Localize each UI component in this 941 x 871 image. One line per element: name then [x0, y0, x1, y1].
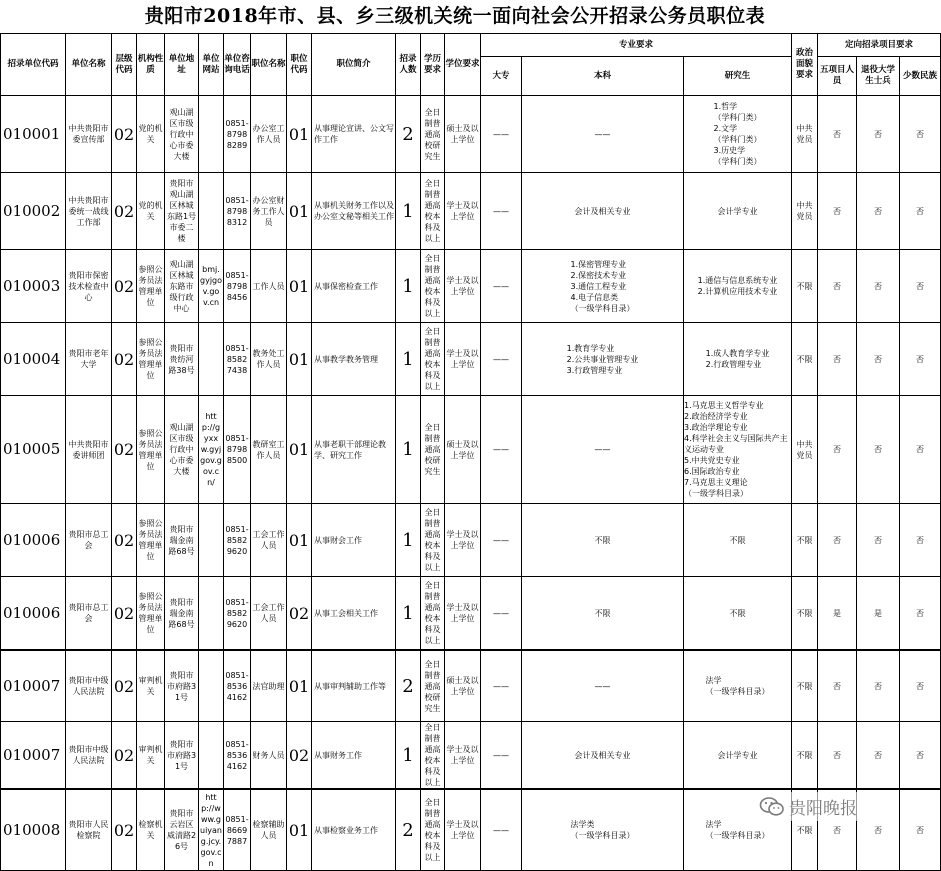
political-cell: 中共党员 — [792, 173, 818, 250]
table-row — [1, 250, 941, 323]
org-type-cell: 参照公务员法管理单位 — [137, 323, 165, 396]
directed-minority-cell: 否 — [900, 789, 941, 871]
header-address: 单位地址 — [165, 34, 199, 96]
address-cell: 贵阳市观山湖区林城东路1号市委二楼 — [165, 173, 199, 250]
major-bachelor-text: 1.保密管理专业 2.保密技术专业 3.通信工程专业 4.电子信息类 （一级学科目录） — [570, 259, 635, 313]
code-cell: 010006 — [1, 577, 66, 651]
major-grad-text: 不限 — [729, 535, 746, 545]
count-cell: 2 — [396, 96, 421, 173]
header-job-code: 职位代码 — [287, 34, 312, 96]
major-college-cell: —— — [481, 250, 522, 323]
major-bachelor-text: 不限 — [594, 608, 611, 618]
major-bachelor-cell — [522, 250, 684, 323]
edu-cell: 全日制普通高校本科及以上 — [421, 250, 445, 323]
table-row — [1, 577, 941, 651]
political-cell: 中共党员 — [792, 96, 818, 173]
major-college-cell: —— — [481, 323, 522, 396]
table-row — [1, 96, 941, 173]
job-name-cell: 工会工作人员 — [251, 504, 287, 577]
header-org-type: 机构性质 — [137, 34, 165, 96]
major-college-cell: —— — [481, 173, 522, 250]
directed-five-cell: 否 — [818, 323, 857, 396]
code-cell: 010008 — [1, 789, 66, 871]
major-grad-text: 1.通信与信息系统专业 2.计算机应用技术专业 — [697, 276, 778, 296]
job-name-cell: 教研室工作人员 — [251, 396, 287, 504]
address-cell: 贵阳市瑞金南路68号 — [165, 504, 199, 577]
code-cell: 010001 — [1, 96, 66, 173]
directed-veteran-cell: 否 — [857, 789, 900, 871]
org-type-cell: 检察机关 — [137, 789, 165, 871]
job-desc-cell: 从事检察业务工作 — [312, 789, 396, 871]
major-bachelor-text: 1.教育学专业 2.公共事业管理专业 3.行政管理专业 — [566, 343, 639, 375]
address-cell: 贵阳市贵纺河路38号 — [165, 323, 199, 396]
directed-minority-cell: 否 — [900, 323, 941, 396]
major-grad-cell — [684, 504, 792, 577]
political-cell: 不限 — [792, 577, 818, 651]
code-cell: 010003 — [1, 250, 66, 323]
degree-cell: 学士及以上学位 — [445, 250, 481, 323]
table-row — [1, 173, 941, 250]
code-cell: 010006 — [1, 504, 66, 577]
job-code-cell: 01 — [287, 504, 312, 577]
phone-cell: 0851-85827438 — [224, 323, 251, 396]
major-grad-cell — [684, 96, 792, 173]
major-bachelor-cell — [522, 722, 684, 790]
unit-name-cell: 贵阳市总工会 — [66, 577, 112, 651]
count-cell: 1 — [396, 722, 421, 790]
org-type-cell: 审判机关 — [137, 722, 165, 790]
major-bachelor-cell — [522, 504, 684, 577]
header-major-bachelor: 本科 — [522, 57, 684, 96]
major-college-cell: —— — [481, 722, 522, 790]
job-desc-cell: 从事机关财务工作以及办公室文秘等相关工作 — [312, 173, 396, 250]
job-desc-cell: 从事理论宣讲、公文写作工作 — [312, 96, 396, 173]
directed-veteran-cell: 否 — [857, 250, 900, 323]
degree-cell: 学士及以上学位 — [445, 504, 481, 577]
website-cell — [199, 577, 224, 651]
phone-cell: 0851-85829620 — [224, 504, 251, 577]
job-name-cell: 工作人员 — [251, 250, 287, 323]
major-grad-text: 法学 （一级学科目录） — [705, 820, 770, 840]
count-cell: 2 — [396, 650, 421, 722]
edu-cell: 全日制普通高校研究生 — [421, 396, 445, 504]
major-bachelor-text: 会计及相关专业 — [574, 750, 631, 760]
major-college-cell: —— — [481, 789, 522, 871]
count-cell: 1 — [396, 577, 421, 651]
major-bachelor-text: —— — [594, 445, 611, 454]
level-code-cell: 02 — [112, 722, 137, 790]
count-cell: 2 — [396, 789, 421, 871]
header-directed: 定向招录项目要求 — [818, 34, 941, 57]
job-name-cell: 财务人员 — [251, 722, 287, 790]
website-cell — [199, 650, 224, 722]
header-unit-name: 单位名称 — [66, 34, 112, 96]
code-cell: 010007 — [1, 722, 66, 790]
edu-cell: 全日制普通高校本科及以上 — [421, 789, 445, 871]
count-cell: 1 — [396, 173, 421, 250]
major-bachelor-text: 法学类 （一级学科目录） — [570, 820, 635, 840]
unit-name-cell: 贵阳市老年大学 — [66, 323, 112, 396]
address-cell: 观山湖区市级行政中心市委大楼 — [165, 396, 199, 504]
table-row — [1, 323, 941, 396]
header-major: 专业要求 — [481, 34, 792, 57]
major-bachelor-text: —— — [594, 681, 611, 691]
major-bachelor-text: 不限 — [594, 535, 611, 545]
phone-cell: 0851-87988289 — [224, 96, 251, 173]
edu-cell: 全日制普通高校研究生 — [421, 650, 445, 722]
website-cell: http://gyxxw.gyjgov.gov.cn/ — [199, 396, 224, 504]
job-code-cell: 01 — [287, 396, 312, 504]
major-grad-text: 1.成人教育学专业 2.行政管理专业 — [705, 349, 770, 369]
job-name-cell: 教务处工作人员 — [251, 323, 287, 396]
header-count: 招录人数 — [396, 34, 421, 96]
phone-cell: 0851-85364162 — [224, 722, 251, 790]
edu-cell: 全日制普通高校本科及以上 — [421, 722, 445, 790]
watermark — [756, 792, 860, 821]
major-grad-text: 不限 — [729, 608, 746, 618]
edu-cell: 全日制普通高校本科及以上 — [421, 504, 445, 577]
directed-five-cell: 否 — [818, 650, 857, 722]
unit-name-cell: 贵阳市中级人民法院 — [66, 650, 112, 722]
edu-cell: 全日制普通高校本科及以上 — [421, 577, 445, 651]
edu-cell: 全日制普通高校研究生 — [421, 96, 445, 173]
directed-veteran-cell: 否 — [857, 396, 900, 504]
table-row — [1, 504, 941, 577]
header-political: 政治面貌要求 — [792, 34, 818, 96]
job-code-cell: 01 — [287, 96, 312, 173]
major-grad-cell — [684, 396, 792, 504]
website-cell — [199, 173, 224, 250]
level-code-cell: 02 — [112, 650, 137, 722]
major-grad-text: 法学 （一级学科目录） — [705, 676, 770, 696]
header-directed-five: 五项目人员 — [818, 57, 857, 96]
unit-name-cell: 贵阳市总工会 — [66, 504, 112, 577]
table-body — [1, 96, 941, 871]
unit-name-cell: 贵阳市中级人民法院 — [66, 722, 112, 790]
directed-five-cell: 否 — [818, 504, 857, 577]
directed-minority-cell: 否 — [900, 96, 941, 173]
code-cell: 010005 — [1, 396, 66, 504]
header-level-code: 层级代码 — [112, 34, 137, 96]
directed-minority-cell: 否 — [900, 173, 941, 250]
phone-cell: 0851-86697887 — [224, 789, 251, 871]
directed-minority-cell: 否 — [900, 504, 941, 577]
major-bachelor-cell — [522, 323, 684, 396]
phone-cell: 0851-87988456 — [224, 250, 251, 323]
job-table — [0, 33, 941, 871]
unit-name-cell: 中共贵阳市委讲师团 — [66, 396, 112, 504]
job-code-cell: 02 — [287, 722, 312, 790]
directed-five-cell: 是 — [818, 577, 857, 651]
job-code-cell: 02 — [287, 577, 312, 651]
directed-five-cell: 否 — [818, 789, 857, 871]
major-bachelor-cell — [522, 96, 684, 173]
table-row — [1, 722, 941, 790]
count-cell: 1 — [396, 504, 421, 577]
code-cell: 010004 — [1, 323, 66, 396]
political-cell: 不限 — [792, 323, 818, 396]
degree-cell: 硕士及以上学位 — [445, 96, 481, 173]
count-cell: 1 — [396, 396, 421, 504]
degree-cell: 硕士及以上学位 — [445, 396, 481, 504]
address-cell: 观山湖区林城东路市级行政中心 — [165, 250, 199, 323]
directed-veteran-cell: 否 — [857, 96, 900, 173]
job-name-cell: 工会工作人员 — [251, 577, 287, 651]
directed-veteran-cell: 否 — [857, 722, 900, 790]
political-cell: 中共党员 — [792, 396, 818, 504]
major-bachelor-text: 会计及相关专业 — [574, 206, 631, 216]
header-job-name: 职位名称 — [251, 34, 287, 96]
degree-cell: 学士及以上学位 — [445, 577, 481, 651]
political-cell: 不限 — [792, 722, 818, 790]
watermark-text: 贵阳晚报 — [789, 799, 857, 819]
directed-veteran-cell: 否 — [857, 504, 900, 577]
political-cell: 不限 — [792, 789, 818, 871]
edu-cell: 全日制普通高校本科及以上 — [421, 173, 445, 250]
header-major-college: 大专 — [481, 57, 522, 96]
job-desc-cell: 从事老职干部理论教学、研究工作 — [312, 396, 396, 504]
level-code-cell: 02 — [112, 96, 137, 173]
org-type-cell: 参照公务员法管理单位 — [137, 396, 165, 504]
address-cell: 贵阳市市府路31号 — [165, 650, 199, 722]
directed-minority-cell: 否 — [900, 722, 941, 790]
count-cell: 1 — [396, 323, 421, 396]
website-cell — [199, 96, 224, 173]
major-bachelor-cell — [522, 650, 684, 722]
address-cell: 贵阳市市府路31号 — [165, 722, 199, 790]
address-cell: 观山湖区市级行政中心市委大楼 — [165, 96, 199, 173]
header-phone: 单位咨询电话 — [224, 34, 251, 96]
header-directed-veteran: 退役大学生士兵 — [857, 57, 900, 96]
org-type-cell: 党的机关 — [137, 173, 165, 250]
directed-veteran-cell: 否 — [857, 650, 900, 722]
major-grad-cell — [684, 173, 792, 250]
phone-cell: 0851-85364162 — [224, 650, 251, 722]
job-name-cell: 办公室工作人员 — [251, 96, 287, 173]
major-grad-cell — [684, 722, 792, 790]
header-directed-minority: 少数民族 — [900, 57, 941, 96]
major-grad-text: 会计学专业 — [717, 750, 758, 760]
political-cell: 不限 — [792, 504, 818, 577]
level-code-cell: 02 — [112, 504, 137, 577]
code-cell: 010007 — [1, 650, 66, 722]
job-code-cell: 01 — [287, 650, 312, 722]
website-cell — [199, 722, 224, 790]
major-grad-cell — [684, 650, 792, 722]
level-code-cell: 02 — [112, 323, 137, 396]
unit-name-cell: 贵阳市人民检察院 — [66, 789, 112, 871]
major-grad-text: 1.马克思主义哲学专业 2.政治经济学专业 3.政治学理论专业 4.科学社会主义与国际共产主义运动专业 5.中共党史专业 6.国际政治专业 7.马克思主义理论 （一级学科目录） — [684, 401, 788, 498]
org-type-cell: 审判机关 — [137, 650, 165, 722]
org-type-cell: 参照公务员法管理单位 — [137, 250, 165, 323]
job-code-cell: 01 — [287, 173, 312, 250]
wechat-icon — [759, 796, 785, 818]
major-college-cell: —— — [481, 650, 522, 722]
directed-minority-cell: 否 — [900, 577, 941, 651]
major-bachelor-cell — [522, 396, 684, 504]
major-college-cell: —— — [481, 577, 522, 651]
phone-cell: 0851-87988312 — [224, 173, 251, 250]
level-code-cell: 02 — [112, 789, 137, 871]
job-desc-cell: 从事工会相关工作 — [312, 577, 396, 651]
job-desc-cell: 从事财会工作 — [312, 504, 396, 577]
political-cell: 不限 — [792, 650, 818, 722]
job-desc-cell: 从事财务工作 — [312, 722, 396, 790]
job-desc-cell: 从事保密检查工作 — [312, 250, 396, 323]
major-grad-cell — [684, 577, 792, 651]
job-name-cell: 办公室财务工作人员 — [251, 173, 287, 250]
job-name-cell: 检察辅助人员 — [251, 789, 287, 871]
header-degree: 学位要求 — [445, 34, 481, 96]
directed-veteran-cell: 否 — [857, 323, 900, 396]
major-grad-cell — [684, 250, 792, 323]
level-code-cell: 02 — [112, 577, 137, 651]
address-cell: 贵阳市云岩区威清路26号 — [165, 789, 199, 871]
major-college-cell: —— — [481, 396, 522, 504]
website-cell: http://www.guiyang.jcy.gov.cn — [199, 789, 224, 871]
political-cell: 不限 — [792, 250, 818, 323]
header-major-grad: 研究生 — [684, 57, 792, 96]
major-grad-text: 会计学专业 — [717, 206, 758, 216]
header-website: 单位网站 — [199, 34, 224, 96]
major-college-cell: —— — [481, 96, 522, 173]
level-code-cell: 02 — [112, 396, 137, 504]
level-code-cell: 02 — [112, 250, 137, 323]
address-cell: 贵阳市瑞金南路68号 — [165, 577, 199, 651]
degree-cell: 学士及以上学位 — [445, 789, 481, 871]
header-code: 招录单位代码 — [1, 34, 66, 96]
org-type-cell: 参照公务员法管理单位 — [137, 577, 165, 651]
table-row — [1, 396, 941, 504]
job-code-cell: 01 — [287, 789, 312, 871]
org-type-cell: 参照公务员法管理单位 — [137, 504, 165, 577]
directed-minority-cell: 否 — [900, 250, 941, 323]
major-bachelor-cell — [522, 789, 684, 871]
code-cell: 010002 — [1, 173, 66, 250]
major-bachelor-cell — [522, 173, 684, 250]
major-grad-text: 1.哲学 （学科门类） 2.文学 （学科门类） 3.历史学 （学科门类） — [713, 102, 762, 166]
major-grad-cell — [684, 323, 792, 396]
job-code-cell: 01 — [287, 250, 312, 323]
org-type-cell: 党的机关 — [137, 96, 165, 173]
directed-minority-cell: 否 — [900, 396, 941, 504]
header-edu: 学历要求 — [421, 34, 445, 96]
website-cell — [199, 323, 224, 396]
major-bachelor-text: —— — [594, 129, 611, 139]
count-cell: 1 — [396, 250, 421, 323]
job-name-cell: 法官助理 — [251, 650, 287, 722]
directed-five-cell: 否 — [818, 250, 857, 323]
degree-cell: 学士及以上学位 — [445, 722, 481, 790]
unit-name-cell: 贵阳市保密技术检查中心 — [66, 250, 112, 323]
directed-veteran-cell: 是 — [857, 577, 900, 651]
directed-five-cell: 否 — [818, 722, 857, 790]
phone-cell: 0851-85829620 — [224, 577, 251, 651]
directed-five-cell: 否 — [818, 396, 857, 504]
website-cell: bmj.gyjgov.gov.cn — [199, 250, 224, 323]
degree-cell: 硕士及以上学位 — [445, 650, 481, 722]
level-code-cell: 02 — [112, 173, 137, 250]
header-job-desc: 职位简介 — [312, 34, 396, 96]
degree-cell: 学士及以上学位 — [445, 323, 481, 396]
directed-minority-cell: 否 — [900, 650, 941, 722]
job-desc-cell: 从事教学教务管理 — [312, 323, 396, 396]
unit-name-cell: 中共贵阳市委统一战线工作部 — [66, 173, 112, 250]
edu-cell: 全日制普通高校本科及以上 — [421, 323, 445, 396]
directed-five-cell: 否 — [818, 96, 857, 173]
page-title: 贵阳市2018年市、县、乡三级机关统一面向社会公开招录公务员职位表 — [144, 5, 766, 27]
job-desc-cell: 从事审判辅助工作等 — [312, 650, 396, 722]
website-cell — [199, 504, 224, 577]
major-bachelor-cell — [522, 577, 684, 651]
phone-cell: 0851-87988500 — [224, 396, 251, 504]
directed-veteran-cell: 否 — [857, 173, 900, 250]
degree-cell: 学士及以上学位 — [445, 173, 481, 250]
table-row — [1, 650, 941, 722]
job-code-cell: 01 — [287, 323, 312, 396]
major-college-cell: —— — [481, 504, 522, 577]
unit-name-cell: 中共贵阳市委宣传部 — [66, 96, 112, 173]
directed-five-cell: 否 — [818, 173, 857, 250]
